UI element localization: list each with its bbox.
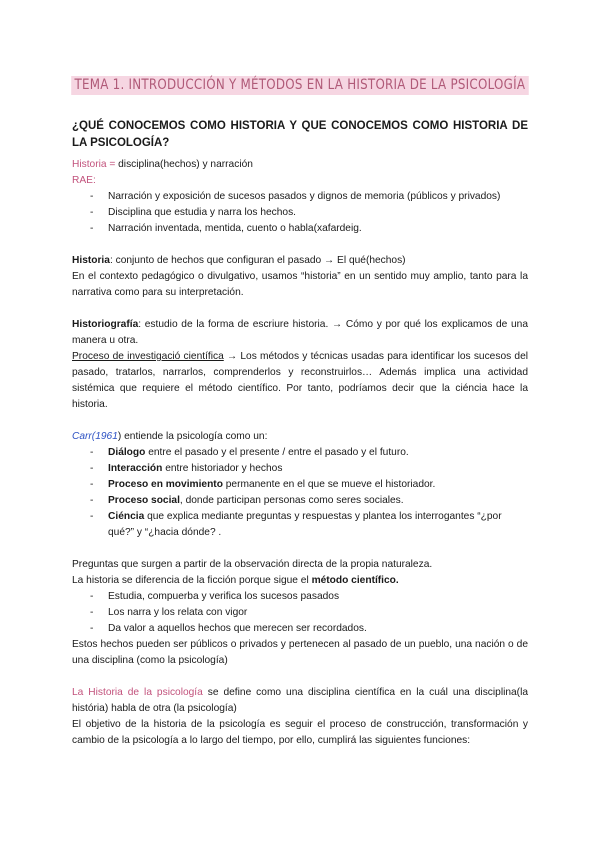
rae-label: RAE: xyxy=(72,175,96,186)
section-heading-block xyxy=(72,118,528,152)
list-item xyxy=(72,477,528,493)
list-item-text: entre el pasado y el presente / entre el pasado y el futuro. xyxy=(145,447,409,458)
list-item-term: Proceso social xyxy=(108,495,180,506)
title-block xyxy=(0,76,600,95)
historia-psicologia-paragraph xyxy=(72,685,528,717)
preguntas-paragraph: Preguntas que surgen a partir de la observación directa de la propia naturaleza. xyxy=(72,559,433,570)
ficcion-paragraph xyxy=(72,573,528,589)
historia-definition xyxy=(72,157,528,173)
historia-psicologia-text: se define como una disciplina científica en la cuál una disciplina(la história) habla de otra (la psicología) xyxy=(72,687,528,714)
carr-citation: Carr(1961 xyxy=(72,431,118,442)
list-item-term: Proceso en movimiento xyxy=(108,479,223,490)
list-item: - Estudia, compuerba y verifica los sucesos pasados xyxy=(72,589,528,605)
ficcion-list xyxy=(72,589,528,637)
objetivo-paragraph: El objetivo de la historia de la psicología es seguir el proceso de construcción, transformación y cambio de la psicología a lo largo del tiempo, por ello, cumplirá las siguientes funciones: xyxy=(72,719,528,746)
body-text xyxy=(72,157,528,749)
page-title: TEMA 1. INTRODUCCIÓN Y MÉTODOS EN LA HISTORIA DE LA PSICOLOGÍA xyxy=(71,76,528,95)
list-item: - Disciplina que estudia y narra los hechos. xyxy=(72,205,528,221)
list-item xyxy=(72,445,528,461)
list-item: - Los narra y los relata con vigor xyxy=(72,605,528,621)
historiografia-text: : estudio de la forma de escriure historia. → Cómo y por qué los explicamos de una manera u otra. xyxy=(72,319,528,346)
rae-list xyxy=(72,189,528,237)
list-item-text: entre historiador y hechos xyxy=(162,463,283,474)
proceso-term: Proceso de investigació científica xyxy=(72,351,224,362)
estos-hechos-paragraph: Estos hechos pueden ser públicos o privados y pertenecen al pasado de un pueblo, una nación o de una disciplina (como la psicología) xyxy=(72,639,528,666)
proceso-paragraph xyxy=(72,349,528,413)
historiografia-term: Historiografía xyxy=(72,319,139,330)
proceso-text: → Los métodos y técnicas usadas para identificar los sucesos del pasado, tratarlos, narrarlos, comprenderlos y reconstruirlos… Además implica una actividad sistémica que requiere el método científico. Por tanto, podríamos decir que la ciéncia hace la historia. xyxy=(72,351,528,410)
historia-conjunto-text: : conjunto de hechos que configuran el pasado → El qué(hechos) xyxy=(109,255,406,266)
carr-list xyxy=(72,445,528,541)
carr-paragraph xyxy=(72,429,528,445)
list-item-term: Interacción xyxy=(108,463,163,474)
historia-term: Historia = xyxy=(72,159,116,170)
ficcion-text: La historia se diferencia de la ficción porque sigue el xyxy=(72,575,312,586)
list-item: - Narración inventada, mentida, cuento o habla(xafardeig. xyxy=(72,221,528,237)
list-item-text: que explica mediante preguntas y respuestas y plantea los interrogantes “¿por qué?” y “¿hacia dónde? . xyxy=(108,511,502,538)
list-item-text: , donde participan personas como seres sociales. xyxy=(179,495,404,506)
historia-conjunto-term: Historia xyxy=(72,255,110,266)
list-item xyxy=(72,493,528,509)
list-item: - Narración y exposición de sucesos pasados y dignos de memoria (públicos y privados) xyxy=(72,189,528,205)
carr-paren: ) xyxy=(117,431,122,442)
list-item-term: Ciéncia xyxy=(108,511,145,522)
list-item: - Da valor a aquellos hechos que merecen ser recordados. xyxy=(72,621,528,637)
ficcion-bold: método científico. xyxy=(311,575,399,586)
list-item-text: permanente en el que se mueve el historiador. xyxy=(222,479,436,490)
historiografia-paragraph xyxy=(72,317,528,349)
historia-psicologia-term: La Historia de la psicología xyxy=(72,687,203,698)
contexto-paragraph: En el contexto pedagógico o divulgativo, usamos “historia” en un sentido muy amplio, tanto para la narrativa como para su interpretación. xyxy=(72,271,528,298)
historia-conjunto xyxy=(72,253,528,269)
section-heading: ¿QUÉ CONOCEMOS COMO HISTORIA Y QUE CONOCEMOS COMO HISTORIA DE LA PSICOLOGÍA? xyxy=(72,120,528,149)
carr-text: entiende la psicología como un: xyxy=(121,431,268,442)
list-item xyxy=(72,509,528,541)
historia-definition-text: disciplina(hechos) y narración xyxy=(115,159,253,170)
list-item xyxy=(72,461,528,477)
list-item-term: Diálogo xyxy=(108,447,146,458)
